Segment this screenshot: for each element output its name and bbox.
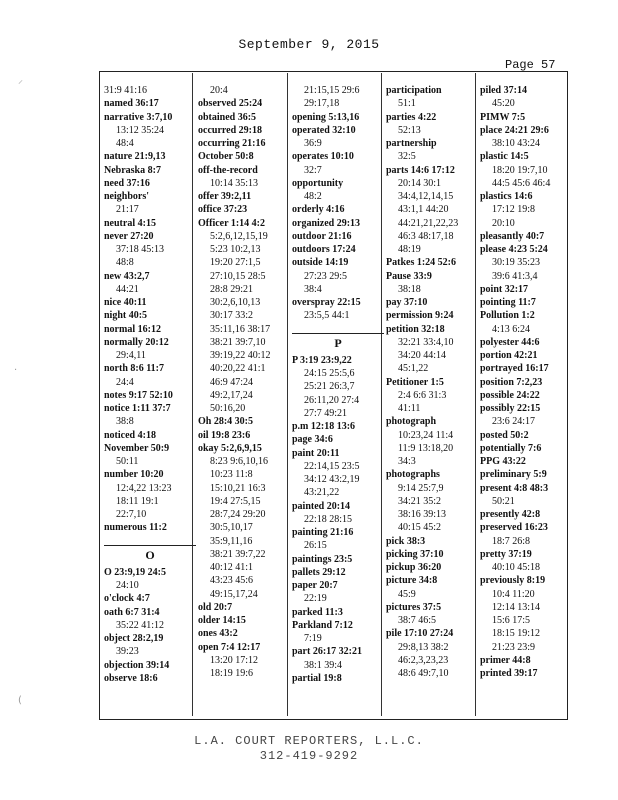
index-entry: picking 37:10 (386, 548, 444, 560)
header-date: September 9, 2015 (238, 37, 380, 52)
index-entry: objection 39:14 (104, 659, 170, 671)
index-entry: normally 20:12 (104, 336, 169, 348)
index-continuation: 11:9 13:18,20 (398, 442, 454, 454)
index-entry: office 37:23 (198, 204, 248, 216)
index-continuation: 41:11 (398, 403, 421, 414)
index-entry: participation (386, 85, 442, 96)
index-entry: open 7:4 12:17 (198, 641, 261, 653)
index-continuation: 27:10,15 28:5 (210, 270, 266, 282)
index-continuation: 21:23 23:9 (492, 641, 536, 653)
index-continuation: 48:8 (116, 257, 134, 269)
index-entry: ones 43:2 (198, 628, 238, 640)
index-continuation: 32:7 (304, 164, 322, 176)
index-entry: neutral 4:15 (104, 217, 156, 229)
index-entry: painting 21:16 (292, 527, 354, 538)
index-continuation: 36:9 (304, 138, 322, 149)
index-entry: portion 42:21 (480, 350, 538, 361)
index-entry: pay 37:10 (386, 297, 428, 308)
index-entry: printed 39:17 (480, 668, 538, 679)
index-continuation: 23:5,5 44:1 (304, 310, 350, 322)
index-continuation: 44:21,21,22,23 (398, 217, 459, 229)
index-entry: older 14:15 (198, 615, 246, 626)
index-continuation: 26:11,20 27:4 (304, 394, 360, 406)
index-entry: organized 29:13 (292, 217, 361, 229)
index-entry: okay 5:2,6,9,15 (198, 442, 262, 454)
index-continuation: 17:12 19:8 (492, 204, 536, 216)
index-continuation: 48:4 (116, 138, 134, 149)
index-continuation: 50:11 (116, 456, 139, 467)
index-continuation: 22:19 (304, 593, 327, 605)
index-continuation: 46:3 48:17,18 (398, 230, 454, 242)
index-entry: nice 40:11 (104, 297, 147, 308)
index-entry: page 34:6 (292, 434, 333, 446)
index-entry: nature 21:9,13 (104, 151, 166, 163)
index-continuation: 27:7 49:21 (304, 407, 348, 419)
index-continuation: 52:13 (398, 124, 421, 136)
index-entry: named 36:17 (104, 98, 159, 110)
index-entry: pretty 37:19 (480, 548, 532, 560)
index-entry: partial 19:8 (292, 672, 342, 684)
index-continuation: 18:20 19:7,10 (492, 164, 548, 176)
index-continuation: 7:19 (304, 633, 322, 644)
index-entry: opening 5:13,16 (292, 111, 360, 123)
index-continuation: 8:23 9:6,10,16 (210, 456, 269, 467)
index-entry: overspray 22:15 (292, 297, 361, 308)
index-entry: P 3:19 23:9,22 (292, 354, 352, 366)
index-column-4 (386, 84, 478, 680)
index-continuation: 5:23 10:2,13 (210, 244, 261, 255)
index-entry: neighbors' (104, 191, 150, 202)
index-entry: petition 32:18 (386, 323, 445, 335)
index-section-letter: O (104, 545, 196, 562)
index-continuation: 21:17 (116, 204, 139, 216)
index-entry: occurring 21:16 (198, 138, 266, 149)
index-entry: posted 50:2 (480, 429, 529, 441)
index-entry: paper 20:7 (292, 580, 338, 591)
index-entry: photographs (386, 469, 440, 481)
index-entry: paintings 23:5 (292, 553, 353, 565)
index-entry: outdoor 21:16 (292, 230, 352, 242)
index-continuation: 4:13 6:24 (492, 323, 531, 335)
index-continuation: 50:21 (492, 495, 515, 507)
index-continuation: 24:4 (116, 376, 134, 388)
index-continuation: 31:9 41:16 (104, 85, 148, 96)
index-continuation: 38:10 43:24 (492, 138, 541, 149)
index-entry: preliminary 5:9 (480, 469, 547, 481)
index-continuation: 39:19,22 40:12 (210, 350, 271, 361)
index-entry: paint 20:11 (292, 447, 340, 459)
index-continuation: 2:4 6:6 31:3 (398, 389, 447, 401)
index-entry: normal 16:12 (104, 323, 161, 335)
index-continuation: 30:5,10,17 (210, 522, 253, 534)
index-continuation: 22:14,15 23:5 (304, 460, 360, 472)
index-entry: never 27:20 (104, 230, 154, 242)
index-entry: Parkland 7:12 (292, 619, 353, 631)
index-continuation: 45:9 (398, 588, 416, 600)
index-continuation: 26:15 (304, 540, 327, 552)
index-entry: Officer 1:14 4:2 (198, 217, 266, 229)
index-continuation: 35:22 41:12 (116, 619, 165, 631)
index-column-2 (198, 84, 290, 680)
footer-phone: 312-419-9292 (259, 749, 359, 763)
index-continuation: 29:4,11 (116, 350, 146, 361)
index-continuation: 34:4,12,14,15 (398, 191, 454, 202)
index-continuation: 39:6 41:3,4 (492, 270, 538, 282)
index-entry: potentially 7:6 (480, 442, 542, 454)
index-entry: obtained 36:5 (198, 111, 257, 123)
index-continuation: 30:19 35:23 (492, 257, 541, 269)
index-entry: pointing 11:7 (480, 297, 536, 308)
index-entry: off-the-record (198, 164, 258, 176)
index-entry: new 43:2,7 (104, 270, 150, 282)
index-entry: pleasantly 40:7 (480, 230, 545, 242)
index-continuation: 24:15 25:5,6 (304, 368, 355, 379)
index-entry: oath 6:7 31:4 (104, 606, 160, 618)
index-entry: possible 24:22 (480, 389, 540, 401)
index-continuation: 40:10 45:18 (492, 562, 541, 573)
index-entry: p.m 12:18 13:6 (292, 421, 356, 432)
index-continuation: 21:15,15 29:6 (304, 85, 360, 96)
index-entry: presently 42:8 (480, 509, 541, 520)
index-entry: picture 34:8 (386, 575, 438, 587)
index-entry: orderly 4:16 (292, 204, 345, 216)
index-entry: painted 20:14 (292, 500, 351, 512)
index-continuation: 50:16,20 (210, 403, 246, 414)
index-entry: plastic 14:5 (480, 151, 529, 163)
index-continuation: 38:8 (116, 416, 134, 428)
index-entry: oil 19:8 23:6 (198, 429, 251, 441)
index-continuation: 25:21 26:3,7 (304, 381, 355, 393)
index-continuation: 5:2,6,12,15,19 (210, 230, 268, 242)
index-continuation: 40:20,22 41:1 (210, 363, 266, 375)
index-entry: numerous 11:2 (104, 522, 167, 534)
index-section-letter: P (292, 333, 384, 350)
index-continuation: 38:7 46:5 (398, 615, 437, 626)
index-entry: Patkes 1:24 52:6 (386, 257, 456, 269)
index-continuation: 29:17,18 (304, 98, 340, 110)
index-continuation: 28:7,24 29:20 (210, 509, 266, 520)
index-continuation: 38:1 39:4 (304, 659, 343, 671)
index-continuation: 44:5 45:6 46:4 (492, 177, 551, 189)
index-entry: PIMW 7:5 (480, 111, 526, 123)
footer-reporter: L.A. COURT REPORTERS, L.L.C. (194, 734, 424, 748)
index-entry: offer 39:2,11 (198, 191, 252, 202)
index-entry: Petitioner 1:5 (386, 376, 444, 388)
index-entry: notice 1:11 37:7 (104, 403, 171, 414)
index-continuation: 24:10 (116, 580, 139, 591)
index-entry: November 50:9 (104, 442, 170, 454)
index-continuation: 49:2,17,24 (210, 389, 253, 401)
index-entry: PPG 43:22 (480, 456, 526, 467)
index-continuation: 43:23 45:6 (210, 575, 254, 587)
index-entry: notes 9:17 52:10 (104, 389, 173, 401)
index-continuation: 13:12 35:24 (116, 124, 165, 136)
index-continuation: 35:9,11,16 (210, 535, 253, 547)
index-continuation: 43:21,22 (304, 487, 340, 499)
index-continuation: 32:21 33:4,10 (398, 336, 454, 348)
index-entry: Oh 28:4 30:5 (198, 416, 253, 428)
index-continuation: 29:8,13 38:2 (398, 641, 449, 653)
index-entry: pictures 37:5 (386, 601, 442, 613)
index-continuation: 18:15 19:12 (492, 628, 541, 640)
index-continuation: 40:12 41:1 (210, 562, 254, 573)
index-entry: narrative 3:7,10 (104, 111, 173, 123)
index-continuation: 22:18 28:15 (304, 513, 353, 525)
index-entry: position 7:2,23 (480, 376, 543, 388)
index-entry: piled 37:14 (480, 85, 527, 96)
index-continuation: 40:15 45:2 (398, 522, 442, 534)
index-entry: photograph (386, 416, 437, 428)
margin-mark: ⸝ (18, 75, 23, 86)
index-entry: number 10:20 (104, 469, 164, 481)
index-entry: point 32:17 (480, 283, 529, 295)
index-continuation: 38:21 39:7,22 (210, 548, 266, 560)
index-continuation: 19:20 27:1,5 (210, 257, 261, 269)
index-entry: o'clock 4:7 (104, 593, 150, 605)
index-continuation: 34:20 44:14 (398, 350, 447, 361)
index-entry: noticed 4:18 (104, 429, 156, 441)
index-column-3 (292, 84, 384, 685)
index-continuation: 20:10 (492, 217, 515, 229)
index-continuation: 39:23 (116, 646, 139, 658)
index-entry: possibly 22:15 (480, 403, 541, 414)
index-continuation: 48:6 49:7,10 (398, 668, 449, 679)
index-continuation: 51:1 (398, 98, 416, 110)
index-continuation: 15:6 17:5 (492, 615, 531, 626)
index-continuation: 35:11,16 38:17 (210, 323, 271, 335)
index-entry: permission 9:24 (386, 310, 454, 322)
index-entry: portrayed 16:17 (480, 363, 549, 375)
index-continuation: 9:14 25:7,9 (398, 482, 444, 494)
page-number: Page 57 (505, 58, 556, 72)
index-continuation: 10:23,24 11:4 (398, 429, 454, 441)
index-entry: primer 44:8 (480, 654, 531, 666)
index-continuation: 28:8 29:21 (210, 283, 254, 295)
index-entry: present 4:8 48:3 (480, 482, 549, 494)
index-entry: Pause 33:9 (386, 270, 432, 282)
index-continuation: 48:19 (398, 244, 421, 255)
index-continuation: 10:4 11:20 (492, 588, 535, 600)
index-continuation: 13:20 17:12 (210, 654, 259, 666)
index-entry: previously 8:19 (480, 575, 546, 587)
index-entry: October 50:8 (198, 151, 254, 163)
index-continuation: 38:21 39:7,10 (210, 336, 266, 348)
margin-mark: · (14, 365, 18, 376)
index-continuation: 34:12 43:2,19 (304, 474, 360, 485)
index-entry: operates 10:10 (292, 151, 354, 163)
index-entry: opportunity (292, 177, 344, 189)
index-entry: occurred 29:18 (198, 124, 262, 136)
index-continuation: 10:23 11:8 (210, 469, 253, 481)
index-continuation: 48:2 (304, 191, 322, 202)
index-continuation: 32:5 (398, 151, 416, 163)
index-entry: place 24:21 29:6 (480, 124, 549, 136)
index-entry: night 40:5 (104, 310, 148, 322)
index-continuation: 15:10,21 16:3 (210, 482, 266, 494)
index-continuation: 45:1,22 (398, 363, 429, 375)
index-column-5 (480, 84, 572, 680)
index-entry: pile 17:10 27:24 (386, 628, 454, 640)
index-entry: part 26:17 32:21 (292, 646, 362, 658)
index-entry: pickup 36:20 (386, 562, 442, 573)
index-continuation: 18:7 26:8 (492, 535, 531, 547)
index-continuation: 38:18 (398, 283, 421, 295)
index-entry: object 28:2,19 (104, 633, 164, 644)
index-column-1 (104, 84, 196, 685)
index-entry: please 4:23 5:24 (480, 244, 548, 255)
index-continuation: 44:21 (116, 283, 139, 295)
index-continuation: 43:1,1 44:20 (398, 204, 449, 216)
index-continuation: 12:4,22 13:23 (116, 482, 172, 494)
index-continuation: 10:14 35:13 (210, 177, 259, 189)
index-continuation: 20:4 (210, 85, 228, 96)
index-entry: plastics 14:6 (480, 191, 533, 202)
index-entry: polyester 44:6 (480, 336, 540, 348)
index-entry: observed 25:24 (198, 98, 263, 110)
index-continuation: 49:15,17,24 (210, 588, 258, 600)
index-entry: operated 32:10 (292, 124, 356, 136)
index-continuation: 19:4 27:5,15 (210, 495, 261, 507)
index-entry: pick 38:3 (386, 535, 426, 547)
index-entry: need 37:16 (104, 177, 150, 189)
index-continuation: 34:3 (398, 456, 416, 467)
index-entry: pallets 29:12 (292, 566, 346, 578)
index-continuation: 23:6 24:17 (492, 416, 536, 428)
index-entry: observe 18:6 (104, 672, 158, 684)
index-continuation: 20:14 30:1 (398, 177, 442, 189)
index-continuation: 18:19 19:6 (210, 668, 254, 679)
index-entry: partnership (386, 138, 437, 149)
index-continuation: 46:9 47:24 (210, 376, 254, 388)
index-entry: parties 4:22 (386, 111, 437, 123)
index-entry: O 23:9,19 24:5 (104, 566, 166, 578)
index-continuation: 30:2,6,10,13 (210, 297, 261, 308)
index-continuation: 22:7,10 (116, 509, 147, 520)
index-entry: north 8:6 11:7 (104, 363, 164, 375)
index-continuation: 34:21 35:2 (398, 495, 442, 507)
index-continuation: 38:4 (304, 283, 322, 295)
index-entry: parked 11:3 (292, 606, 343, 618)
index-entry: outside 14:19 (292, 257, 349, 269)
index-entry: parts 14:6 17:12 (386, 164, 455, 176)
margin-mark: ( (18, 695, 22, 706)
index-continuation: 12:14 13:14 (492, 601, 541, 613)
index-continuation: 18:11 19:1 (116, 495, 159, 507)
index-continuation: 37:18 45:13 (116, 244, 165, 255)
index-entry: Nebraska 8:7 (104, 164, 161, 176)
index-entry: preserved 16:23 (480, 522, 548, 534)
index-continuation: 45:20 (492, 98, 515, 110)
index-entry: old 20:7 (198, 601, 233, 613)
index-continuation: 27:23 29:5 (304, 270, 348, 282)
index-continuation: 38:16 39:13 (398, 509, 447, 520)
index-entry: Pollution 1:2 (480, 310, 535, 322)
index-continuation: 30:17 33:2 (210, 310, 254, 322)
index-entry: outdoors 17:24 (292, 244, 356, 255)
index-continuation: 46:2,3,23,23 (398, 654, 449, 666)
